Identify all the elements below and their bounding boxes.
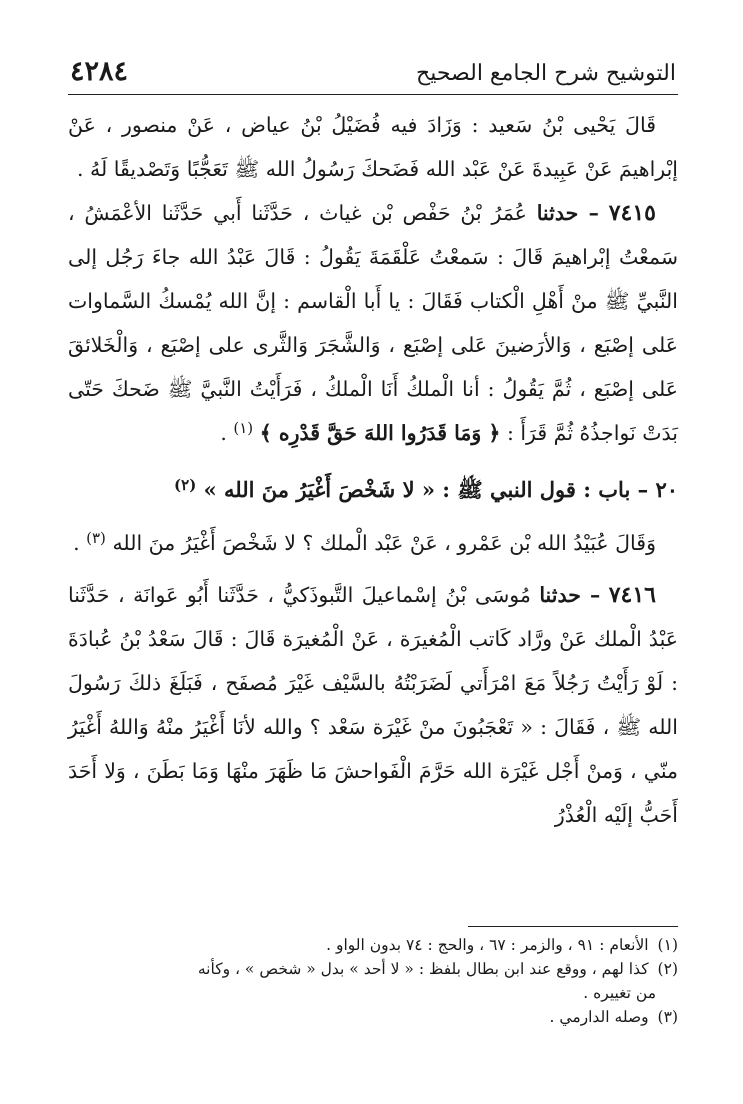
footnote-text: وصله الدارمي . (549, 1008, 649, 1026)
hadith-end-mark: . (220, 421, 227, 445)
footnote-ref: (٢) (174, 476, 197, 494)
footnote-1 (68, 933, 678, 957)
footnote-number: (٢) (657, 960, 678, 978)
hadith-text: عُمَرُ بْنُ حَفْص بْن غياث ، حَدَّثَنا أَبي حَدَّثَنا الأعْمَشُ ، سَمعْتُ إبْراهيمَ قَالَ : سَمعْتُ عَلْقَمَةَ يَقُولُ : قَالَ عَبْدُ الله جاءَ رَجُل إلى النَّبيِّ ﷺ منْ أَهْلِ الْكتاب فَقَالَ : يا أَبا الْقاسم : إنَّ الله يُمْسكُ السَّماوات عَلى إصْبَع ، وَالأرَضينَ عَلى إصْبَع ، وَالشَّجَرَ وَالثَّرى على إصْبَع ، وَالْخَلائقَ عَلى إصْبَع ، ثُمَّ يَقُولُ : أنا الْملكُ أَنَا الْملكُ ، فَرَأَيْتُ النَّبيَّ ﷺ ضَحكَ حَتّى بَدَتْ نَواجذُهُ ثُمَّ قَرَأَ : (68, 201, 678, 445)
hadith-number: ٧٤١٥ (608, 200, 656, 226)
footnote-number: (٣) (657, 1008, 678, 1026)
footnote-number: (١) (657, 936, 678, 954)
hadith-7416: ٧٤١٦ – حدثنا مُوسَى بْنُ إسْماعيلَ التَّبوذَكيُّ ، حَدَّثَنا أَبُو عَوانَة ، حَدَّثَنا عَبْدُ الْملك عَنْ ورَّاد كَاتب الْمُغيرَة ، عَنْ الْمُغيرَة قَالَ : قَالَ سَعْدُ بْنُ عُبادَةَ : لَوْ رَأَيْتُ رَجُلاً مَعَ امْرَأَتي لَضَرَبْتُهُ بالسَّيْف غَيْرَ مُصفَح ، فَبَلَغَ ذلكَ رَسُولَ الله ﷺ ، فَقَالَ : « تَعْجَبُونَ منْ غَيْرَة سَعْد ؟ والله لأنَا أَغْيَرُ منْهُ وَاللهُ أَغْيَرُ منّي ، وَمنْ أَجْل غَيْرَة الله حَرَّمَ الْفَواحشَ مَا ظَهَرَ منْهَا وَمَا بَطَنَ ، وَلا أَحَدَ أَحَبُّ إلَيْه الْعُذْرُ (68, 582, 678, 827)
footnote-text: الأنعام : ٩١ ، والزمر : ٦٧ ، والحج : ٧٤ بدون الواو . (326, 936, 649, 954)
footnote-ref: (١) (233, 419, 254, 437)
footnote-2 (68, 957, 678, 1005)
hadith-text: مُوسَى بْنُ إسْماعيلَ التَّبوذَكيُّ ، حَدَّثَنا أَبُو عَوانَة ، حَدَّثَنا عَبْدُ الْملك عَنْ ورَّاد كَاتب الْمُغيرَة ، عَنْ الْمُغيرَة قَالَ : قَالَ سَعْدُ بْنُ عُبادَةَ : لَوْ رَأَيْتُ رَجُلاً مَعَ امْرَأَتي لَضَرَبْتُهُ بالسَّيْف غَيْرَ مُصفَح ، فَبَلَغَ ذلكَ رَسُولَ الله ﷺ ، فَقَالَ : « تَعْجَبُونَ منْ غَيْرَة سَعْد ؟ والله لأنَا أَغْيَرُ منْهُ وَاللهُ أَغْيَرُ منّي ، وَمنْ أَجْل غَيْرَة الله حَرَّمَ الْفَواحشَ مَا ظَهَرَ منْهَا وَمَا بَطَنَ ، وَلا أَحَدَ أَحَبُّ إلَيْه الْعُذْرُ (68, 583, 678, 827)
paragraph-ubaidullah (68, 521, 678, 567)
chapter-heading (68, 465, 678, 517)
footnote-divider (468, 926, 678, 927)
footnote-continuation: من تغييره . (583, 984, 656, 1002)
footnote-text: كذا لهم ، ووقع عند ابن بطال بلفظ : « لا أحد » بدل « شخص » ، وكأنه (197, 960, 649, 978)
paragraph-end-mark: . (73, 531, 80, 555)
paragraph-text: وَقَالَ عُبَيْدُ الله بْن عَمْرو ، عَنْ عَبْد الْملك ؟ لا شَخْصَ أَغْيَرُ منَ الله (112, 531, 656, 555)
hadith-opening-word: حدثنا (536, 201, 579, 225)
quran-quote: ﴿ وَمَا قَدَرُوا اللهَ حَقَّ قَدْرِه ﴾ (259, 421, 501, 445)
main-text (68, 103, 678, 837)
running-title: التوشيح شرح الجامع الصحيح (416, 61, 676, 86)
footnote-ref: (٣) (86, 529, 106, 547)
footnotes (68, 926, 678, 1029)
chapter-number: ٢٠ (655, 477, 678, 502)
book-page (68, 56, 678, 1066)
footnote-3 (68, 1005, 678, 1029)
chapter-title: – باب : قول النبي ﷺ : « لا شَخْصَ أَغْيَرُ منَ الله » (203, 477, 649, 502)
page-number: ٤٢٨٤ (70, 56, 129, 87)
paragraph-continuation (68, 103, 678, 191)
hadith-7415: ٧٤١٥ – حدثنا عُمَرُ بْنُ حَفْص بْن غياث ، حَدَّثَنا أَبي حَدَّثَنا الأعْمَشُ ، سَمعْتُ إبْراهيمَ قَالَ : سَمعْتُ عَلْقَمَةَ يَقُولُ : قَالَ عَبْدُ الله جاءَ رَجُل إلى النَّبيِّ ﷺ منْ أَهْلِ الْكتاب فَقَالَ : يا أَبا الْقاسم : إنَّ الله يُمْسكُ السَّماوات عَلى إصْبَع ، وَالأرَضينَ عَلى إصْبَع ، وَالشَّجَرَ وَالثَّرى على إصْبَع ، وَالْخَلائقَ عَلى إصْبَع ، ثُمَّ يَقُولُ : أنا الْملكُ أَنَا الْملكُ ، فَرَأَيْتُ النَّبيَّ ﷺ ضَحكَ حَتّى بَدَتْ نَواجذُهُ ثُمَّ قَرَأَ : ﴿ وَمَا قَدَرُوا اللهَ حَقَّ قَدْرِه ﴾ $^{(١)}$ . (68, 200, 678, 445)
hadith-number: ٧٤١٦ (608, 582, 656, 608)
page-header (68, 56, 678, 95)
paragraph-text: قَالَ يَحْيى بْنُ سَعيد : وَزَادَ فيه فُضَيْلُ بْنُ عياض ، عَنْ منصور ، عَنْ إبْراهيمَ عَنْ عَبِيدةَ عَنْ عَبْد الله فَضَحكَ رَسُولُ الله ﷺ تَعَجُّبًا وَتَصْديقًا لَهُ . (68, 113, 678, 181)
hadith-opening-word: حدثنا (539, 583, 581, 607)
